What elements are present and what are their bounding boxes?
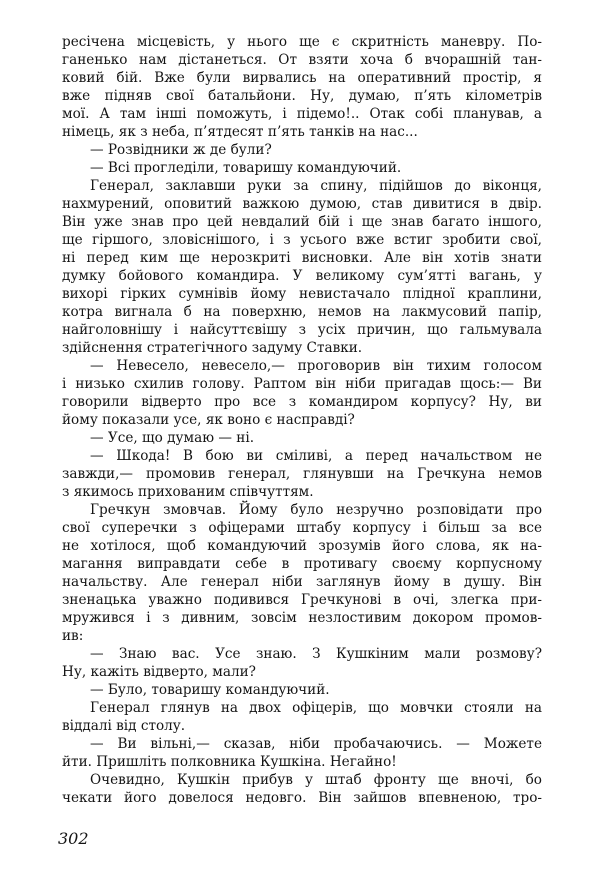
text-line: Генерал глянув на двох офіцерів, що мовчки стояли на [90, 700, 542, 716]
text-line: — Невесело, невесело,— проговорив він тихим голосом [90, 358, 542, 374]
text-line: ив: [62, 628, 84, 644]
text-line: начальству. Але генерал ніби заглянув йому в душу. Він [62, 574, 542, 590]
text-line: ганенько нам дістанеться. От взяти хоча б вчорашній тан- [62, 52, 542, 68]
text-line: свої суперечки з офіцерами штабу корпусу і більш за все [62, 520, 542, 536]
text-line: мружився і з дивним, зовсім незлостивим докором промов- [62, 610, 542, 626]
text-line: йти. Пришліть полковника Кушкіна. Негайно! [62, 754, 397, 770]
text-line: ні перед ким ще нерозкриті висновки. Але він хотів знати [62, 250, 542, 266]
text-line: Він уже знав про цей невдалий бій і ще знав багато іншого, [62, 214, 542, 230]
text-line: найголовнішу і найсуттєвішу з усіх причин, що гальмувала [62, 322, 542, 338]
text-line: мої. А там інші поможуть, і підемо!.. Отак собі планував, а [62, 106, 542, 122]
text-line: — Усе, що думаю — ні. [90, 430, 255, 446]
text-line: здійснення стратегічного задуму Ставки. [62, 340, 363, 356]
text-line: говорили відверто про все з командиром корпусу? Ну, ви [62, 394, 542, 410]
text-line: німець, як з неба, п’ятдесят п’ять танків на нас... [62, 124, 418, 140]
page-number: 302 [58, 829, 89, 848]
text-line: віддалі від столу. [62, 718, 186, 734]
text-line: Ну, кажіть відверто, мали? [62, 664, 256, 680]
text-line: ще гіршого, зловіснішого, і з усього вже встиг зробити свої, [62, 232, 542, 248]
text-line: зненацька уважно подивився Гречкунові в очі, злегка при- [62, 592, 542, 608]
text-line: Очевидно, Кушкін прибув у штаб фронту ще вночі, бо [90, 772, 542, 788]
text-line: вже підняв свої батальйони. Ну, думаю, п’ять кілометрів [62, 88, 542, 104]
text-line: — Було, товаришу командуючий. [90, 682, 330, 698]
text-line: — Шкода! В бою ви сміливі, а перед начальством не [90, 448, 542, 464]
text-line: — Знаю вас. Усе знаю. З Кушкіним мали розмову? [90, 646, 542, 662]
text-line: думку бойового командира. У великому сум’ятті вагань, у [62, 268, 542, 284]
text-line: — Всі прогледіли, товаришу командуючий. [90, 160, 402, 176]
text-line: завжди,— промовив генерал, глянувши на Гречкуна немов [62, 466, 542, 482]
text-line: нахмурений, оповитий важкою думою, став дивитися в двір. [62, 196, 542, 212]
text-line: магання виправдати себе в противагу своєму корпусному [62, 556, 542, 572]
text-line: вихорі гірких сумнівів йому невистачало плідної краплини, [62, 286, 542, 302]
text-line: і низько схилив голову. Раптом він ніби пригадав щось:— Ви [62, 376, 542, 392]
text-line: Генерал, заклавши руки за спину, підійшов до віконця, [90, 178, 542, 194]
text-line: з якимось прихованим співчуттям. [62, 484, 314, 500]
text-line: ресічена місцевість, у нього ще є скритність маневру. По- [62, 34, 542, 50]
text-line: чекати його довелося недовго. Він зайшов впевненою, тро- [62, 790, 542, 806]
text-line: не хотілося, щоб командуючий зрозумів його слова, як на- [62, 538, 542, 554]
text-line: йому показали усе, як воно є насправді? [62, 412, 355, 428]
text-line: ковий бій. Вже були вирвались на оперативний простір, я [62, 70, 542, 86]
text-line: — Ви вільні,— сказав, ніби пробачаючись. — Можете [90, 736, 542, 752]
text-line: котра вигнала б на поверхню, немов на лакмусовий папір, [62, 304, 542, 320]
text-line: — Розвідники ж де були? [90, 142, 272, 158]
text-line: Гречкун змовчав. Йому було незручно розповідати про [90, 502, 542, 518]
